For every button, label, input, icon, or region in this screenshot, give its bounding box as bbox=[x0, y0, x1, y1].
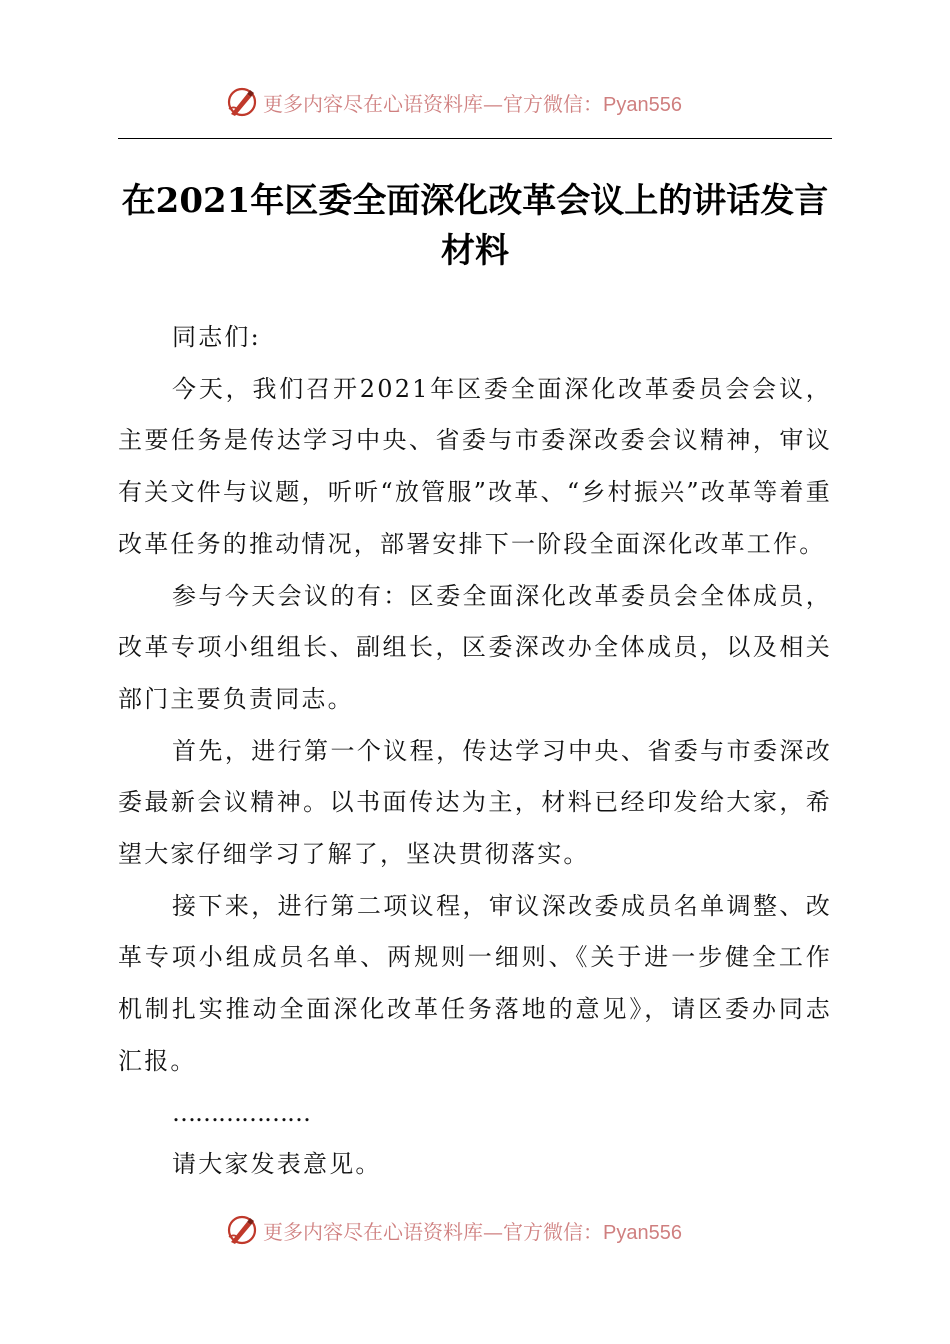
paragraph: 首先，进行第一个议程，传达学习中央、省委与市委深改委最新会议精神。以书面传达为主，材料已经印发给大家，希望大家仔细学习了解了，坚决贯彻落实。 bbox=[118, 736, 832, 869]
pen-logo-icon bbox=[225, 1213, 259, 1247]
header-banner bbox=[0, 82, 950, 122]
salutation: 同志们: bbox=[172, 323, 261, 351]
ellipsis-line: ……………… bbox=[172, 1098, 310, 1127]
paragraph: 接下来，进行第二项议程，审议深改委成员名单调整、改革专项小组成员名单、两规则一细则、《关于进一步健全工作机制扎实推动全面深化改革任务落地的意见》，请区委办同志汇报。 bbox=[118, 891, 832, 1075]
pen-logo-icon bbox=[225, 85, 259, 119]
document-title: 在2021年区委全面深化改革会议上的讲话发言材料 bbox=[121, 181, 829, 271]
banner-text: 更多内容尽在心语资料库—官方微信：Pyan556 bbox=[263, 1219, 682, 1244]
paragraph: 请大家发表意见。 bbox=[172, 1150, 382, 1179]
paragraph: 参与今天会议的有：区委全面深化改革委员会全体成员，改革专项小组组长、副组长，区委深改办全体成员，以及相关部门主要负责同志。 bbox=[118, 581, 832, 713]
wechat-id: Pyan556 bbox=[603, 1221, 682, 1244]
paragraph: 今天，我们召开2021年区委全面深化改革委员会会议，主要任务是传达学习中央、省委与市委深改委会议精神，审议有关文件与议题，听听“放管服”改革、“乡村振兴”改革等着重改革任务的推动情况，部署安排下一阶段全面深化改革工作。 bbox=[118, 374, 832, 558]
header-divider bbox=[118, 138, 832, 139]
banner-text: 更多内容尽在心语资料库—官方微信：Pyan556 bbox=[263, 91, 682, 116]
document-body bbox=[118, 312, 832, 1191]
wechat-id: Pyan556 bbox=[603, 93, 682, 116]
footer-banner bbox=[0, 1210, 950, 1250]
